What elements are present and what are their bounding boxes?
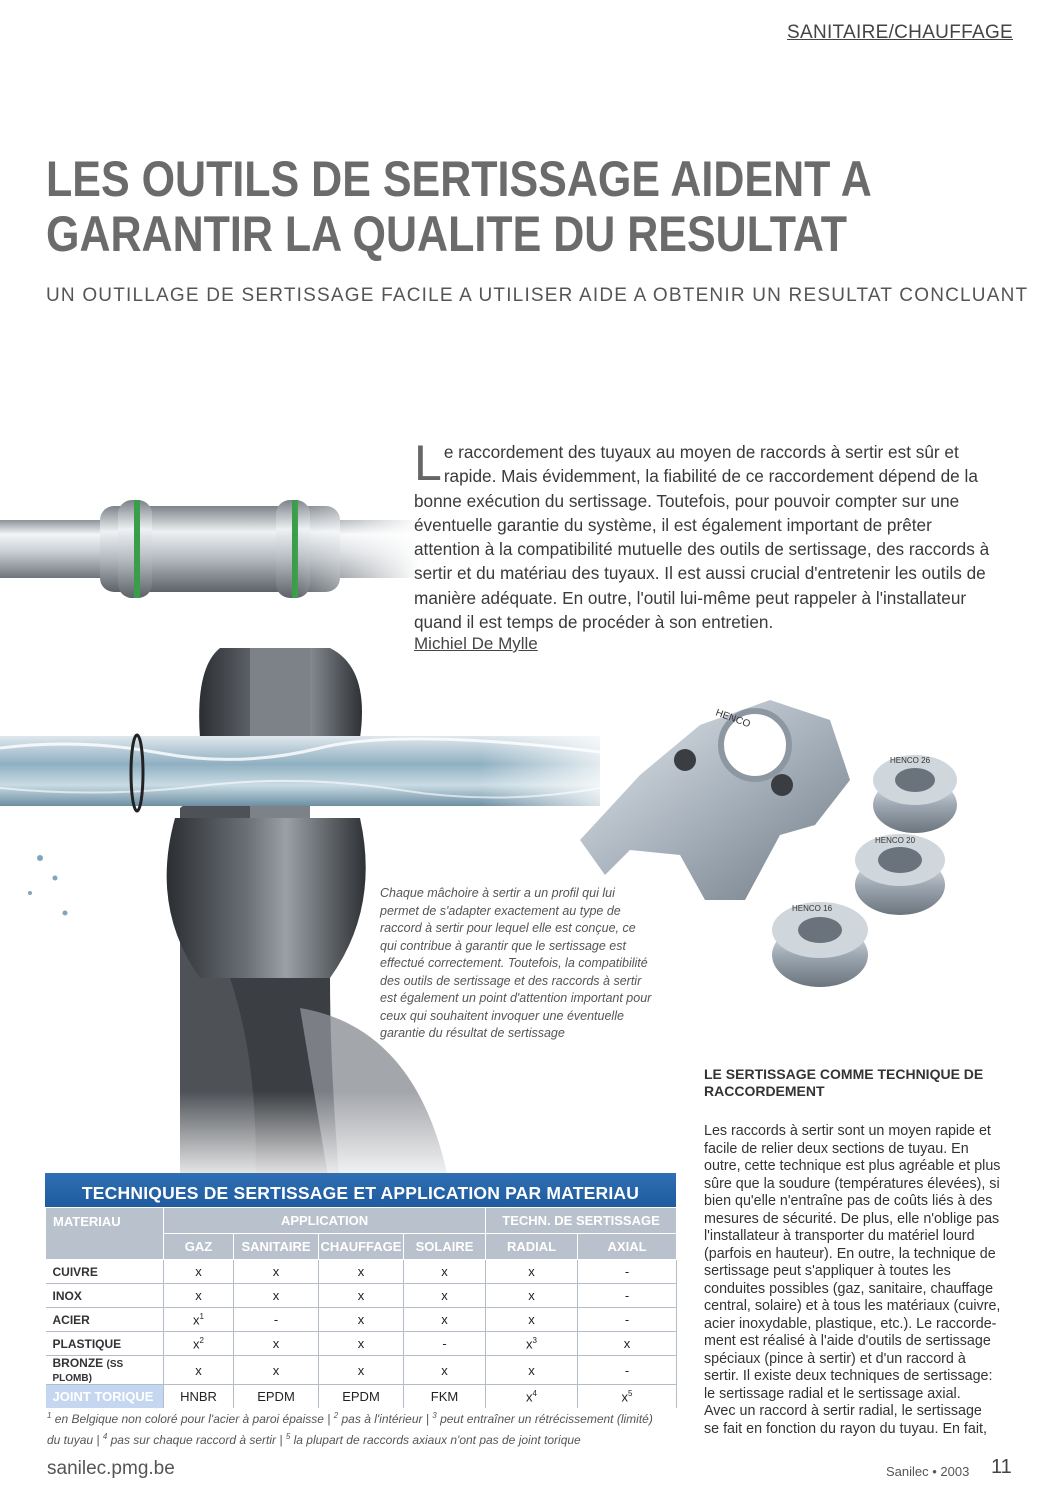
side-body-line: sertir. Il existe deux techniques de sertissage:	[704, 1368, 993, 1384]
cell-value: x	[272, 1336, 280, 1351]
side-body-line: conduites possibles (gaz, sanitaire, chauffage	[704, 1280, 994, 1297]
table-cell	[578, 1332, 677, 1356]
footnote-number: 3	[432, 1411, 437, 1420]
table-cell	[319, 1284, 404, 1308]
cell-footnote-ref: 3	[532, 1335, 537, 1345]
cell-value: -	[624, 1362, 630, 1378]
table-cell	[486, 1356, 578, 1385]
side-body-line: acier inoxydable, plastique, etc.). Le raccorde-	[704, 1315, 997, 1332]
cell-value: FKM	[430, 1389, 459, 1404]
footnote-text: la plupart de raccords axiaux n'ont pas de joint torique	[290, 1433, 581, 1447]
footnote-text: peut entraîner un rétrécissement (limité) du tuyau |	[47, 1412, 653, 1447]
table-cell	[404, 1356, 486, 1385]
table-row	[46, 1308, 677, 1332]
cell-value: x	[272, 1362, 280, 1378]
table-cell	[404, 1260, 486, 1284]
article-intro	[414, 435, 1002, 634]
cell-value: x	[621, 1389, 629, 1405]
pipe-fitting-photo	[0, 490, 420, 608]
cell-value: x	[195, 1288, 202, 1303]
table-cell	[164, 1308, 234, 1332]
table-cell	[164, 1284, 234, 1308]
side-body-line: se fait en fonction du rayon du tuyau. En fait,	[704, 1420, 987, 1437]
row-label-text: BRONZE	[52, 1356, 104, 1370]
cell-value: x	[357, 1264, 365, 1279]
cell-value: EPDM	[257, 1389, 295, 1404]
table-cell	[234, 1356, 319, 1385]
footnote-number: 5	[285, 1432, 291, 1441]
cell-value: x	[195, 1264, 202, 1279]
cell-value: -	[624, 1312, 630, 1327]
cell-value: x	[623, 1336, 631, 1351]
subheader-gaz: GAZ	[164, 1234, 234, 1260]
table-cell	[164, 1260, 234, 1284]
row-label	[46, 1385, 164, 1409]
cell-value: x	[528, 1362, 535, 1378]
row-label	[46, 1260, 164, 1284]
table-cell	[404, 1332, 486, 1356]
row-label-text: INOX	[52, 1288, 82, 1303]
row-label-note: (SS PLOMB)	[52, 1359, 124, 1384]
table-cell	[486, 1260, 578, 1284]
side-body-line: spéciaux (pince à sertir) et d'un raccord à	[704, 1350, 966, 1367]
row-label	[46, 1284, 164, 1308]
page-number: 11	[991, 1456, 1012, 1478]
table-cell	[578, 1284, 677, 1308]
subheader-axial: AXIAL	[578, 1234, 677, 1260]
materials-table	[45, 1207, 677, 1408]
row-label-text: JOINT TORIQUE	[52, 1389, 154, 1404]
ring-label-16: HENCO 16	[792, 904, 833, 913]
cell-value: EPDM	[342, 1389, 380, 1404]
side-section-body	[704, 1123, 1014, 1438]
title-line-1: LES OUTILS DE SERTISSAGE AIDENT A	[46, 151, 872, 207]
table-cell	[404, 1308, 486, 1332]
table-cell	[164, 1332, 234, 1356]
title-line-2: GARANTIR LA QUALITE DU RESULTAT	[46, 206, 848, 262]
footer-url: sanilec.pmg.be	[47, 1458, 175, 1479]
subheader-sanitaire: SANITAIRE	[234, 1234, 319, 1260]
ring-label-20: HENCO 20	[875, 836, 916, 845]
cell-value: x	[526, 1336, 533, 1352]
table-cell	[486, 1332, 578, 1356]
table-cell	[486, 1308, 578, 1332]
side-body-line: facile de relier deux sections de tuyau. En	[704, 1140, 969, 1157]
cell-value: -	[273, 1312, 279, 1327]
table-title: TECHNIQUES DE SERTISSAGE ET APPLICATION PAR MATERIAU	[45, 1173, 676, 1207]
row-label-text: CUIVRE	[52, 1264, 98, 1279]
cell-value: x	[528, 1288, 535, 1303]
table-cell	[486, 1284, 578, 1308]
side-body-line: (parfois en hauteur). En outre, la technique de	[704, 1245, 996, 1262]
table-cell	[164, 1356, 234, 1385]
row-label	[46, 1332, 164, 1356]
table-cell	[578, 1385, 677, 1409]
table-row	[46, 1260, 677, 1284]
table-cell	[234, 1385, 319, 1409]
table-cell	[164, 1385, 234, 1409]
author-name: Michiel De Mylle	[414, 634, 538, 653]
footnote-number: 1	[47, 1411, 52, 1420]
cell-footnote-ref: 5	[628, 1388, 633, 1398]
row-label-text: ACIER	[52, 1312, 90, 1327]
table-row	[46, 1385, 677, 1409]
cell-footnote-ref: 1	[199, 1311, 204, 1321]
footnote-text: en Belgique non coloré pour l'acier à paroi épaisse |	[51, 1412, 334, 1426]
table-cell	[319, 1308, 404, 1332]
cell-value: x	[272, 1264, 280, 1279]
table-cell	[234, 1332, 319, 1356]
cell-value: x	[357, 1336, 365, 1351]
side-body-line: mesures de sécurité. De plus, elle n'oblige pas	[704, 1210, 1000, 1227]
cell-footnote-ref: 2	[199, 1335, 204, 1345]
table-cell	[404, 1385, 486, 1409]
row-label	[46, 1356, 164, 1385]
side-body-line: outre, cette technique est plus agréable et plus	[704, 1158, 1001, 1174]
row-label	[46, 1308, 164, 1332]
crimping-techniques-table	[45, 1173, 676, 1408]
cell-value: x	[528, 1264, 535, 1279]
section-tag: SANITAIRE/CHAUFFAGE	[787, 22, 1013, 43]
photo-caption: Chaque mâchoire à sertir a un profil qui lui permet de s'adapter exactement au type de raccord à sertir pour lequel elle est conçue, ce qui contribue à garantir que le sertissage est effectué correctement. Toutefois, la compatibilité des outils de sertissage et des raccords à sertir est également un point d'attention important pour ceux qui souhaitent invoquer une éventuelle garantie du résultat de sertissage	[380, 885, 652, 1043]
cell-value: x	[441, 1362, 448, 1378]
table-row	[46, 1284, 677, 1308]
footer-magazine: Sanilec • 2003	[886, 1464, 970, 1479]
row-label-text: PLASTIQUE	[52, 1336, 122, 1351]
cell-value: x	[441, 1264, 448, 1279]
subheader-chauffage: CHAUFFAGE	[319, 1234, 404, 1260]
table-cell	[234, 1260, 319, 1284]
header-materiau: MATERIAU	[46, 1208, 164, 1260]
cell-value: -	[624, 1288, 630, 1303]
side-body-line: Les raccords à sertir sont un moyen rapide et	[704, 1123, 991, 1139]
cell-value: x	[441, 1288, 448, 1303]
header-application: APPLICATION	[164, 1208, 486, 1234]
table-cell	[319, 1332, 404, 1356]
subheader-radial: RADIAL	[486, 1234, 578, 1260]
table-cell	[234, 1284, 319, 1308]
intro-text: e raccordement des tuyaux au moyen de raccords à sertir est sûr et rapide. Mais évidemment, la fiabilité de ce raccordement dépend de la bonne exécution du sertissage. Toutefois, pour pouvoir compter sur une éventuelle garantie du système, il est également important de prêter attention à la compatibilité mutuelle des outils de sertissage, des raccords à sertir et du matériau des tuyaux. Il est aussi crucial d'entretenir les outils de manière adéquate. En outre, l'outil lui-même peut rappeler à l'installateur quand il est temps de procéder à son entretien.	[414, 442, 990, 633]
table-cell	[319, 1385, 404, 1409]
cell-value: x	[195, 1362, 202, 1378]
side-body-line: central, solaire) et à tous les matériaux (cuivre,	[704, 1298, 1001, 1314]
article-title	[46, 152, 872, 262]
cell-value: -	[442, 1336, 447, 1351]
footnote-text: pas sur chaque raccord à sertir |	[107, 1433, 286, 1447]
cell-value: HNBR	[180, 1389, 217, 1404]
table-cell	[578, 1260, 677, 1284]
footnote-text: pas à l'intérieur |	[338, 1412, 433, 1426]
footnote-number: 4	[102, 1432, 108, 1441]
table-row	[46, 1332, 677, 1356]
intro-dropcap: L	[414, 435, 442, 491]
table-cell	[486, 1385, 578, 1409]
side-body-line: sertissage peut s'appliquer à toutes les	[704, 1263, 951, 1279]
table-cell	[578, 1308, 677, 1332]
table-footnotes	[47, 1407, 667, 1449]
table-cell	[404, 1284, 486, 1308]
table-cell	[578, 1356, 677, 1385]
side-body-line: l'installateur à transporter du matériel lourd	[704, 1228, 975, 1244]
jaw-label: HENCO	[713, 707, 752, 731]
ring-label-26: HENCO 26	[890, 756, 931, 765]
table-cell	[319, 1356, 404, 1385]
side-body-line: ment est réalisé à l'aide d'outils de sertissage	[704, 1333, 991, 1349]
side-section-heading: LE SERTISSAGE COMME TECHNIQUE DE RACCORDEMENT	[704, 1066, 984, 1099]
table-row	[46, 1356, 677, 1385]
article-subtitle: UN OUTILLAGE DE SERTISSAGE FACILE A UTILISER AIDE A OBTENIR UN RESULTAT CONCLUANT	[46, 285, 1029, 306]
side-body-line: sûre que la soudure (températures élevées), si	[704, 1175, 1000, 1192]
cell-value: x	[441, 1312, 448, 1327]
cell-value: x	[357, 1362, 365, 1378]
footnote-number: 2	[333, 1411, 339, 1420]
cell-value: x	[528, 1312, 535, 1327]
side-body-line: Avec un raccord à sertir radial, le sertissage	[704, 1403, 982, 1419]
cell-value: x	[193, 1312, 200, 1328]
cell-value: x	[357, 1312, 365, 1327]
cell-value: -	[624, 1264, 630, 1279]
cell-value: x	[357, 1288, 365, 1303]
table-cell	[319, 1260, 404, 1284]
header-techn: TECHN. DE SERTISSAGE	[486, 1208, 677, 1234]
cell-value: x	[272, 1288, 280, 1303]
subheader-solaire: SOLAIRE	[404, 1234, 486, 1260]
side-body-line: le sertissage radial et le sertissage axial.	[704, 1385, 961, 1402]
cell-footnote-ref: 4	[532, 1388, 537, 1398]
cell-value: x	[193, 1336, 200, 1352]
cell-value: x	[526, 1389, 533, 1405]
table-cell	[234, 1308, 319, 1332]
side-body-line: bien qu'elle n'entraîne pas de coûts liés à des	[704, 1193, 993, 1209]
